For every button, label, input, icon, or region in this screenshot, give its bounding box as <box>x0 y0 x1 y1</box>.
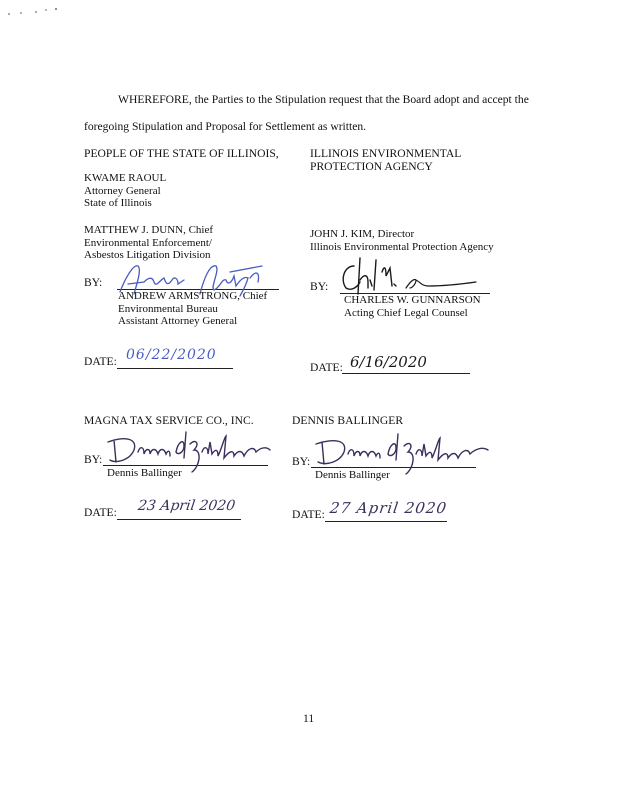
page-number: 11 <box>303 712 315 725</box>
gunnarson-title: Acting Chief Legal Counsel <box>344 306 468 319</box>
right-by-label: BY: <box>310 280 329 293</box>
ag-state: State of Illinois <box>84 197 152 210</box>
magna-party-heading: MAGNA TAX SERVICE CO., INC. <box>84 414 254 427</box>
attorney-general-block <box>84 172 166 210</box>
ballinger-date-value: 27 April 2020 <box>328 499 449 517</box>
left-date-label: DATE: <box>84 355 117 368</box>
iepa-party-heading <box>310 147 461 173</box>
gunnarson-name: CHARLES W. GUNNARSON <box>344 294 481 306</box>
ballinger-by-label: BY: <box>292 455 311 468</box>
wherefore-line-2: foregoing Stipulation and Proposal for Settlement as written. <box>84 120 367 133</box>
right-date-line <box>342 373 470 374</box>
chief-line-3: Asbestos Litigation Division <box>84 249 211 262</box>
ballinger-signer-block <box>315 469 390 482</box>
iepa-line-2: PROTECTION AGENCY <box>310 160 433 173</box>
director-name: JOHN J. KIM, Director <box>310 228 415 240</box>
ballinger-signer-name: Dennis Ballinger <box>315 469 390 481</box>
magna-signer-block <box>107 467 182 480</box>
armstrong-line-2: Environmental Bureau <box>118 302 218 315</box>
iepa-director-block <box>310 228 494 253</box>
gunnarson-block <box>344 294 481 319</box>
armstrong-line-3: Assistant Attorney General <box>118 315 238 328</box>
right-date-label: DATE: <box>310 361 343 374</box>
right-date-value: 6/16/2020 <box>350 353 427 371</box>
enforcement-chief-block <box>84 224 213 262</box>
wherefore-line-1: WHEREFORE, the Parties to the Stipulation request that the Board adopt and accept the <box>118 93 529 106</box>
ballinger-date-line <box>325 521 447 522</box>
chief-line-2: Environmental Enforcement/ <box>84 236 212 249</box>
iepa-line-1: ILLINOIS ENVIRONMENTAL <box>310 147 462 160</box>
people-party-heading: PEOPLE OF THE STATE OF ILLINOIS, <box>84 147 279 160</box>
magna-date-value: 23 April 2020 <box>136 498 237 514</box>
left-date-value: 06/22/2020 <box>126 347 217 363</box>
ballinger-date-label: DATE: <box>292 508 325 521</box>
chief-name: MATTHEW J. DUNN, Chief <box>84 224 214 236</box>
armstrong-block <box>118 290 267 328</box>
gunnarson-signature <box>336 256 486 298</box>
scan-specks <box>6 4 66 20</box>
magna-date-line <box>117 519 241 520</box>
ag-name: KWAME RAOUL <box>84 172 167 184</box>
left-by-label: BY: <box>84 276 103 289</box>
ballinger-party-heading: DENNIS BALLINGER <box>292 414 404 427</box>
ag-title: Attorney General <box>84 184 161 197</box>
left-date-line <box>117 368 233 369</box>
magna-by-label: BY: <box>84 453 103 466</box>
armstrong-name: ANDREW ARMSTRONG, Chief <box>118 290 268 302</box>
magna-date-label: DATE: <box>84 506 117 519</box>
director-agency: Illinois Environmental Protection Agency <box>310 240 494 253</box>
magna-signer-name: Dennis Ballinger <box>107 467 182 479</box>
